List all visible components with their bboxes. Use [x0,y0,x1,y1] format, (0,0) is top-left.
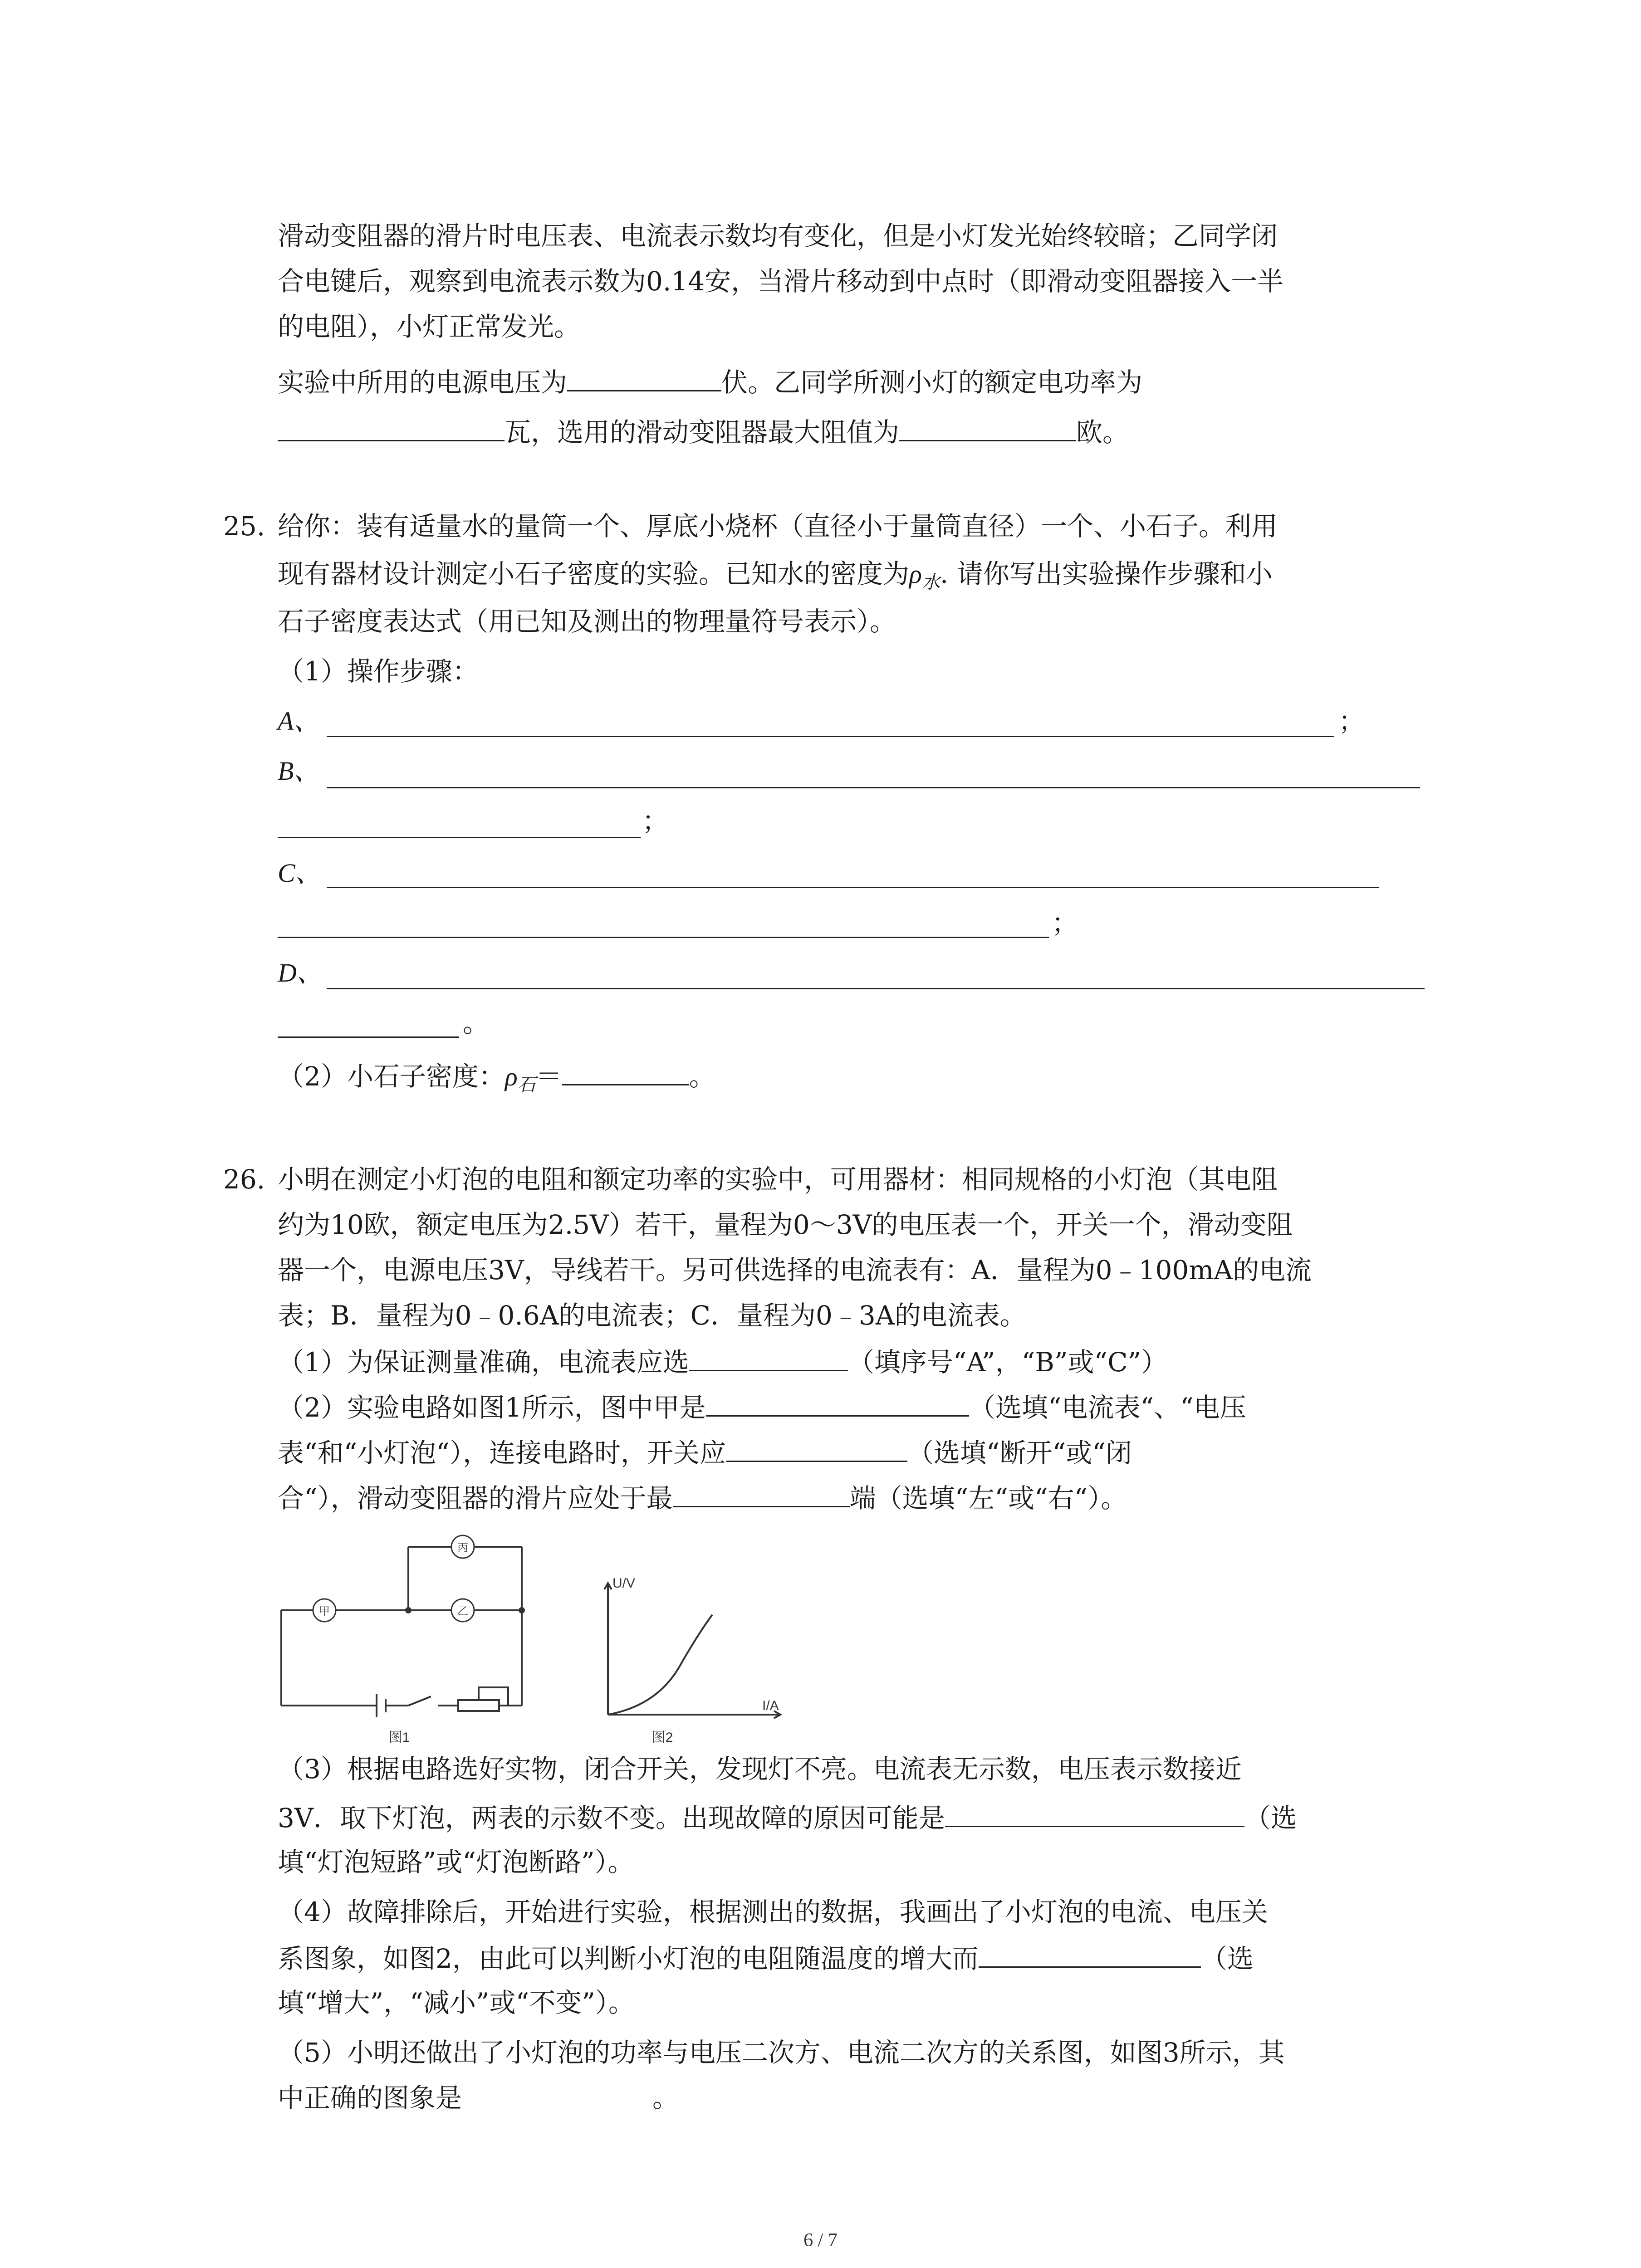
q26-sub1-text: （1）为保证测量准确，电流表应选 [278,1347,689,1378]
q24-ohm-text: 欧。 [1076,417,1129,448]
q24-supply-text: 实验中所用的电源电压为 [278,367,568,398]
q25-number: 25. [223,511,265,542]
answer-blank-resistance-trend[interactable] [979,1939,1201,1968]
q25-density-line [278,1057,715,1103]
q26-slider-hint: 端（选填“左“或“右“）。 [849,1483,1127,1514]
q26-line-2: 约为10欧，额定电压为2.5V）若干，量程为0～3V的电压表一个，开关一个，滑动变阻 [278,1209,1293,1240]
step-d-label: D、 [278,958,323,987]
q26-sub2-hint: （选填“电流表“、“电压 [969,1392,1246,1423]
axis-i-label: I/A [762,1698,779,1713]
q26-sub4-line-1: （4）故障排除后，开始进行实验，根据测出的数据，我画出了小灯泡的电流、电压关 [278,1897,1268,1927]
rho-water-subscript: 水 [921,572,940,593]
q25-steps-title: （1）操作步骤： [278,656,479,687]
q26-sub1 [278,1343,1167,1380]
ui-graph-figure-2 [590,1574,798,1751]
q26-sub2-line-1 [278,1388,1246,1426]
q26-fault-hint: （选 [1244,1803,1297,1833]
q26-sub1-hint: （填序号“A”，“B”或“C”） [847,1347,1168,1378]
q25-line-1: 给你：装有适量水的量筒一个、厚底小烧杯（直径小于量筒直径）一个、小石子。利用 [278,511,1278,542]
step-b-label: B、 [278,756,320,786]
q25-density-period: 。 [689,1061,715,1092]
step-d-blank-2[interactable] [278,1036,459,1038]
answer-blank-ammeter[interactable] [689,1343,848,1371]
step-a-semicolon: ； [1338,706,1365,737]
q26-sub3-line-3: 填“灯泡短路”或“灯泡断路”）。 [278,1847,634,1877]
q26-resistance-hint: （选 [1200,1943,1254,1974]
step-a-label: A、 [278,706,320,736]
q26-sub3-line-2 [278,1799,1297,1836]
rho-symbol: ρ [909,559,922,589]
q24-rheostat-text: 瓦，选用的滑动变阻器最大阻值为 [505,417,900,448]
q26-switch-text: 表“和“小灯泡“），连接电路时，开关应 [278,1437,726,1468]
q26-number: 26. [223,1164,265,1195]
q25-line-2-text: 现有器材设计测定小石子密度的实验。已知水的密度为 [278,558,910,589]
q24-line-1: 滑动变阻器的滑片时电压表、电流表示数均有变化，但是小灯发光始终较暗；乙同学闭 [278,220,1278,251]
answer-blank-jia[interactable] [706,1388,969,1417]
q26-sub2-line-2 [278,1433,1132,1471]
rho-stone-subscript: 石 [517,1075,536,1095]
answer-blank-supply-voltage[interactable] [567,363,721,391]
meter-bing-label: 丙 [457,1541,468,1554]
q24-power-text: 伏。乙同学所测小灯的额定电功率为 [721,367,1143,398]
step-b-blank-2[interactable] [278,837,641,838]
q26-line-4: 表；B．量程为0﹣0.6A的电流表；C．量程为0﹣3A的电流表。 [278,1300,1026,1331]
answer-blank-max-resistance[interactable] [899,413,1076,441]
axis-u-label: U/V [612,1576,636,1591]
meter-yi-label: 乙 [457,1605,468,1618]
q24-line-3: 的电阻），小灯正常发光。 [278,311,581,342]
step-c-label: C、 [278,858,322,888]
q26-sub3-line-1: （3）根据电路选好实物，闭合开关，发现灯不亮。电流表无示数，电压表示数接近 [278,1754,1242,1784]
q25-line-3: 石子密度表达式（用已知及测出的物理量符号表示）。 [278,606,896,637]
meter-jia-label: 甲 [319,1605,330,1618]
step-c-blank-2[interactable] [278,937,1049,938]
answer-blank-fault[interactable] [945,1799,1244,1827]
figure-1-caption: 图1 [388,1730,410,1745]
q25-density-text: （2）小石子密度： [278,1061,505,1092]
q25-line-2 [278,556,1273,601]
figure-2-caption: 图2 [652,1730,673,1745]
page-number: 6 / 7 [803,2230,838,2251]
q26-resistance-text: 系图象，如图2，由此可以判断小灯泡的电阻随温度的增大而 [278,1943,979,1974]
answer-blank-switch[interactable] [726,1433,907,1462]
answer-blank-rated-power[interactable] [278,413,505,441]
q26-graph-text: 中正确的图象是 [278,2082,462,2113]
step-b-semicolon: ； [642,806,669,836]
q26-fault-text: 3V．取下灯泡，两表的示数不变。出现故障的原因可能是 [278,1803,945,1833]
q26-line-3: 器一个，电源电压3V，导线若干。另可供选择的电流表有：A．量程为0﹣100mA的电流 [278,1255,1312,1286]
rho-stone-symbol: ρ [505,1062,518,1091]
q26-sub2-text: （2）实验电路如图1所示，图中甲是 [278,1392,706,1423]
step-b-blank-1[interactable] [327,787,1420,788]
q26-sub2-line-3 [278,1479,1127,1516]
step-d-blank-1[interactable] [327,988,1425,989]
q26-slider-text: 合“），滑动变阻器的滑片应处于最 [278,1483,673,1514]
q26-line-1: 小明在测定小灯泡的电阻和额定功率的实验中，可用器材：相同规格的小灯泡（其电阻 [278,1164,1278,1195]
q25-line-2-tail: . 请你写出实验操作步骤和小 [940,558,1273,589]
answer-blank-density[interactable] [562,1057,689,1085]
step-a-blank[interactable] [327,736,1334,737]
answer-blank-slider-end[interactable] [673,1479,850,1507]
step-d-period: 。 [463,1007,490,1038]
circuit-diagram-figure-1 [272,1529,526,1751]
q24-line-5 [278,413,1129,450]
step-c-semicolon: ； [1052,908,1078,938]
step-c-blank-1[interactable] [327,887,1379,888]
q24-line-4 [278,363,1142,401]
equals-sign: ＝ [535,1061,562,1092]
q24-line-2: 合电键后，观察到电流表示数为0.14安，当滑片移动到中点时（即滑动变阻器接入一半 [278,266,1284,297]
q26-graph-period: 。 [652,2082,679,2113]
q26-sub4-line-2 [278,1939,1254,1977]
q26-switch-hint: （选填“断开“或“闭 [907,1437,1132,1468]
q26-sub5-line-2 [278,2080,679,2116]
q26-sub5-line-1: （5）小明还做出了小灯泡的功率与电压二次方、电流二次方的关系图，如图3所示，其 [278,2037,1285,2068]
q26-sub4-line-3: 填“增大”，“减小”或“不变”）。 [278,1987,635,2018]
